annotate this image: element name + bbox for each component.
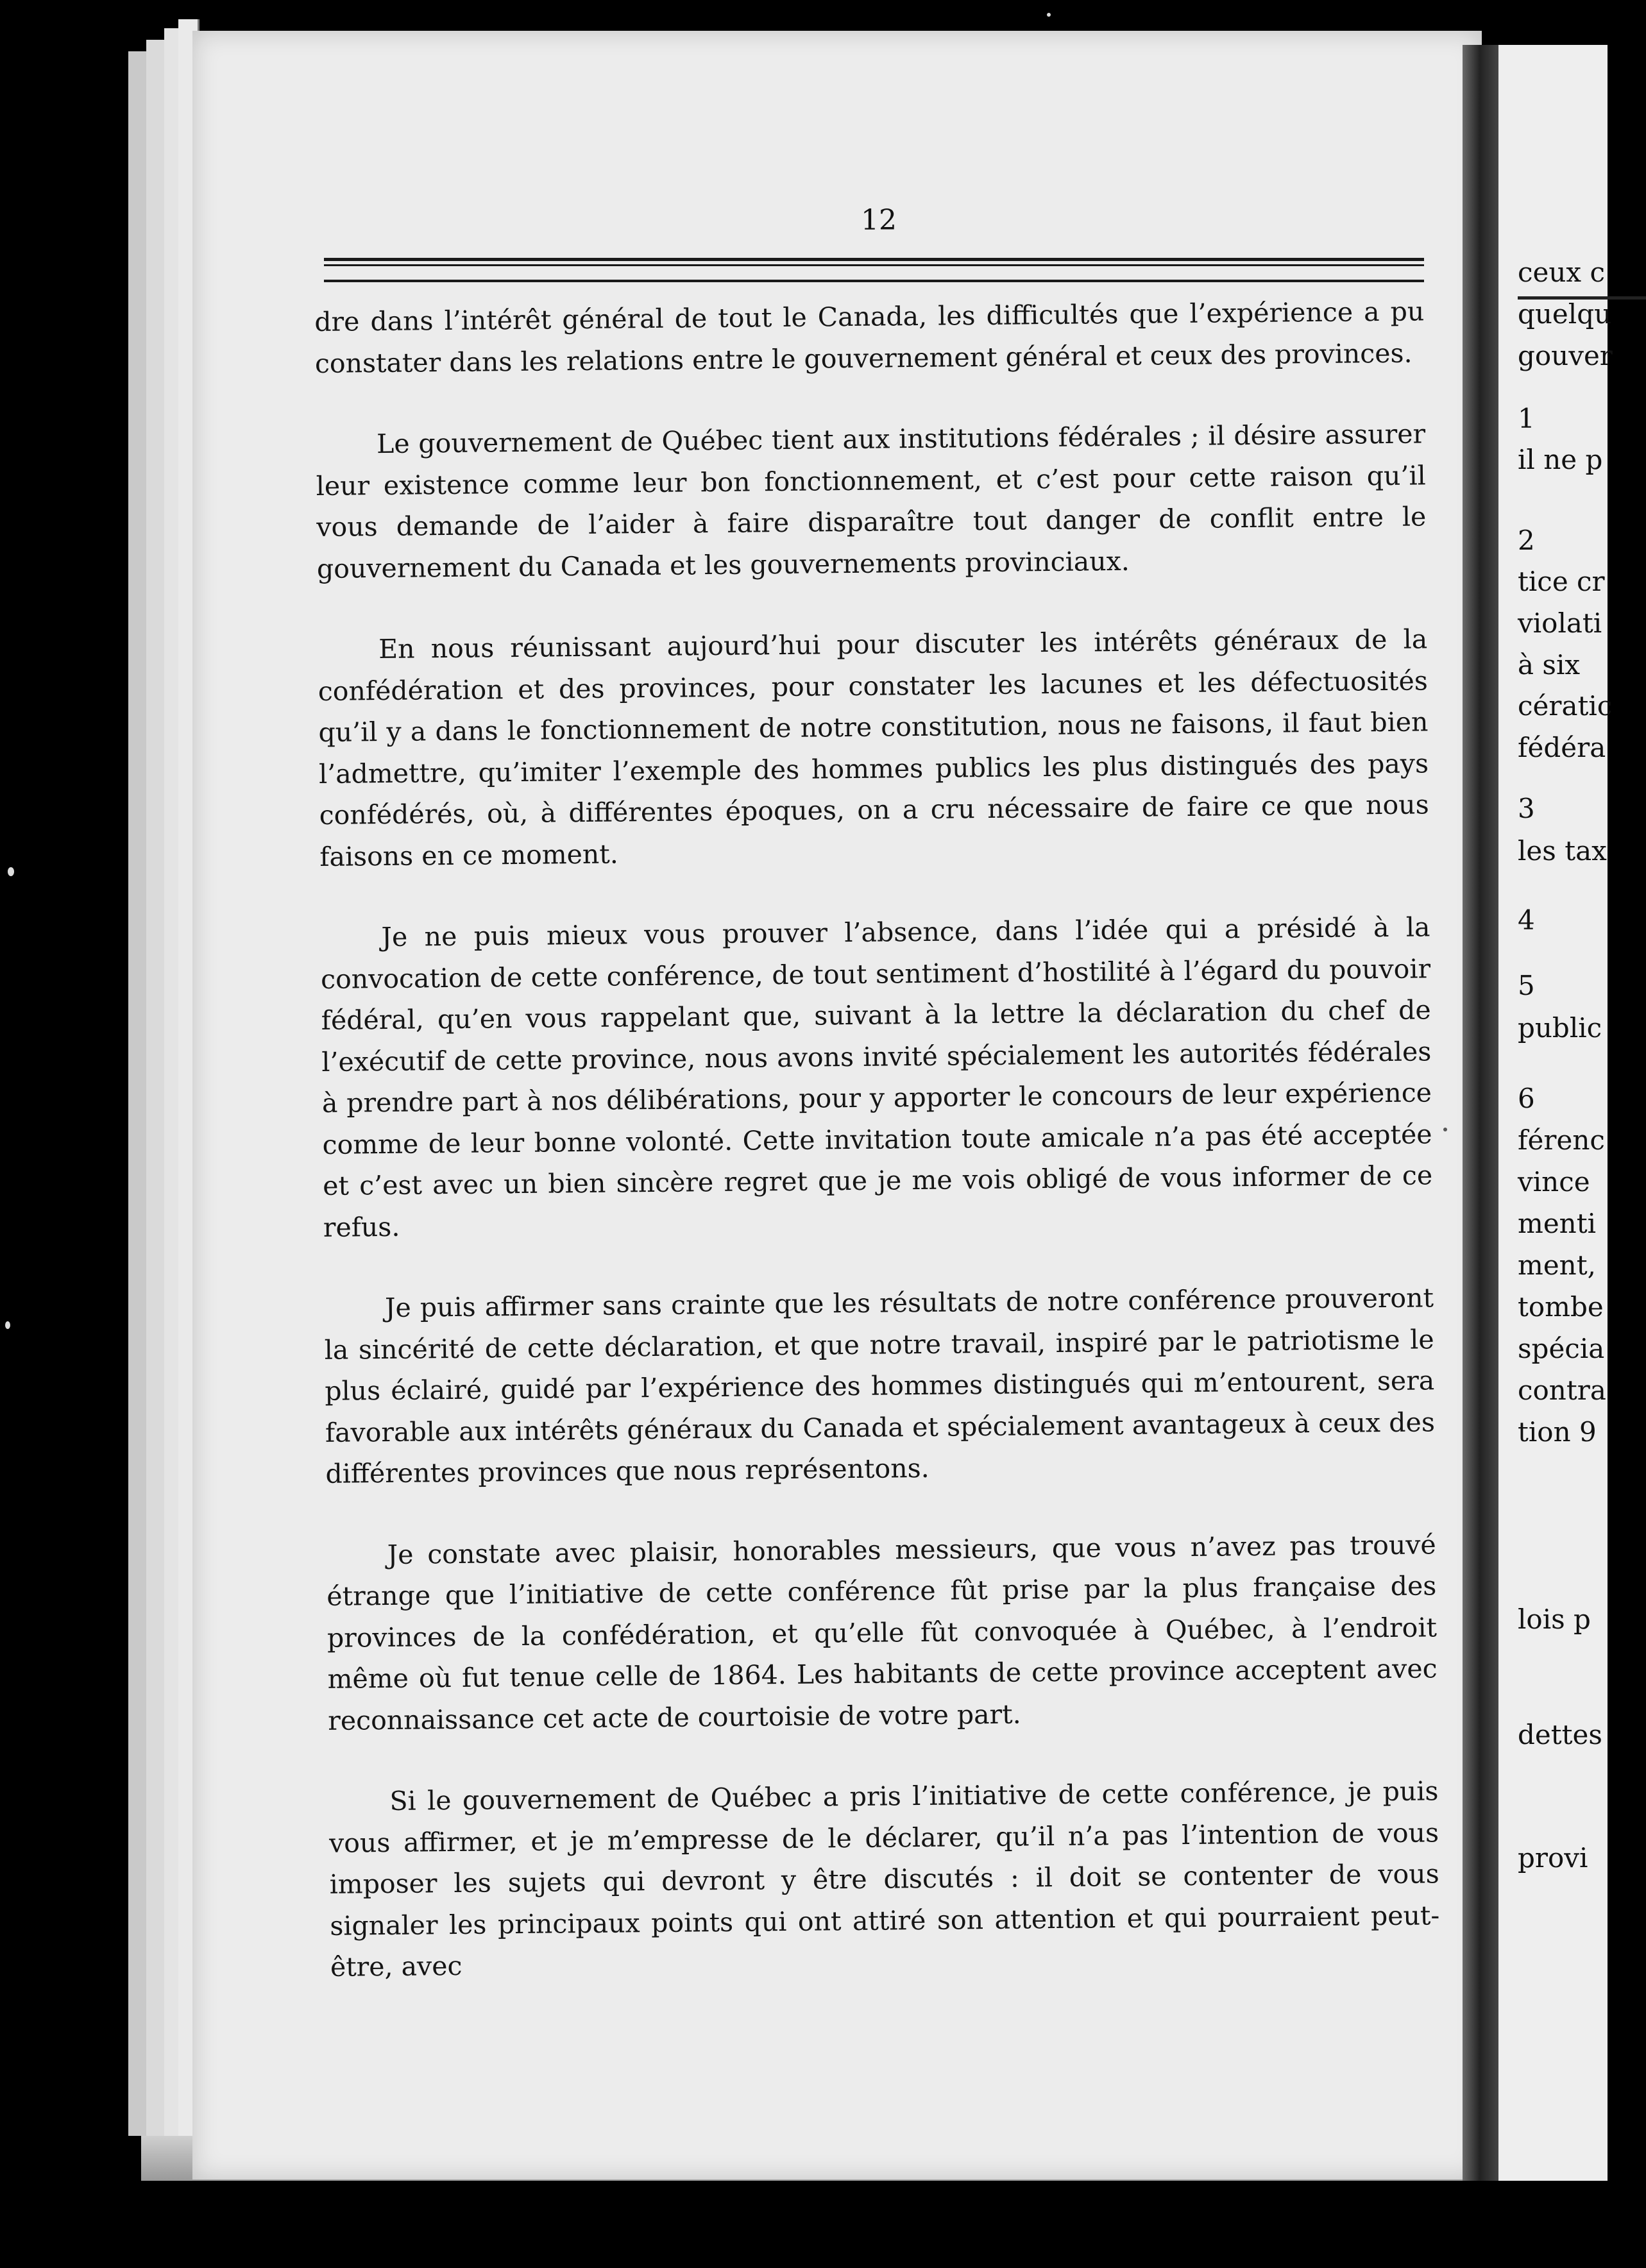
paragraph: En nous réunissant aujourd’hui pour discuter les intérêts généraux de la confédération et des provinces, pour constater les lacunes et les défectuosités qu’il y a dans le fonctionnement de notre constitution, nous ne faisons, il faut bien l’admettre, qu’imiter l’exemple des hommes publics les plus distingués des pays confédérés, où, à différentes époques, on a cru nécessaire de faire ce que nous faisons en ce moment. (318, 623, 1429, 872)
paragraph: Je puis affirmer sans crainte que les résultats de notre conférence prouveront la sincérité de cette déclaration, et que notre travail, inspiré par le patriotisme le plus éclairé, guidé par l’expérience des hommes distingués qui m’entourent, sera favorable aux intérêts généraux du Canada et spécialement avantageux à ceux des différentes provinces que nous représentons. (324, 1282, 1436, 1489)
right-page-text-fragment: quelqu (1518, 298, 1612, 330)
right-page-text-fragment: vince (1518, 1166, 1590, 1197)
page-number: 12 (861, 204, 897, 237)
right-page-text-fragment: férenc (1518, 1124, 1605, 1156)
right-page-text-fragment: à six (1518, 649, 1581, 681)
right-page-text-fragment: contra (1518, 1375, 1606, 1406)
header-rule (324, 280, 1424, 282)
header-rule (324, 258, 1424, 261)
right-page-text-fragment: 6 (1518, 1083, 1535, 1114)
right-page-text-fragment: gouver (1518, 340, 1613, 371)
scan-speck (5, 1321, 10, 1329)
body-text (314, 291, 1441, 2027)
header-rule (324, 264, 1424, 266)
right-page-text-fragment: tice cr (1518, 566, 1605, 597)
book-gutter (1463, 45, 1501, 2181)
right-page-text-fragment: provi (1518, 1842, 1588, 1874)
right-page-text-fragment: spécia (1518, 1333, 1605, 1364)
right-page-text-fragment: ment, (1518, 1249, 1596, 1281)
right-page-text-fragment: tombe (1518, 1291, 1604, 1323)
scan-speck (1047, 13, 1051, 17)
right-page-text-fragment: 3 (1518, 793, 1535, 824)
right-page-text-fragment: 1 (1518, 403, 1535, 434)
right-page-text-fragment: les tax (1518, 835, 1607, 867)
scan-speck (1443, 1128, 1447, 1131)
right-page-fragment (1498, 45, 1613, 2181)
right-page-text-fragment: cératic (1518, 690, 1613, 722)
right-page-text-fragment: il ne p (1518, 444, 1603, 475)
right-page-text-fragment: 4 (1518, 904, 1535, 936)
right-page-text-fragment: ceux c (1518, 257, 1605, 288)
right-page-text-fragment: tion 9 (1518, 1416, 1597, 1448)
right-page-text-fragment: public (1518, 1012, 1602, 1044)
paragraph: Je ne puis mieux vous prouver l’absence, dans l’idée qui a présidé à la convocation de cette conférence, de tout sentiment d’hostilité à l’égard du pouvoir fédéral, qu’en vous rappelant que, suivant à la lettre la déclaration du chef de l’exécutif de cette province, nous avons invité spécialement les autorités fédérales à prendre part à nos délibérations, pour y apporter le concours de leur expérience comme de leur bonne volonté. Cette invitation toute amicale n’a pas été acceptée et c’est avec un bien sincère regret que je me vois obligé de vous informer de ce refus. (320, 911, 1433, 1243)
right-page-text-fragment: dettes (1518, 1719, 1602, 1750)
paragraph: Si le gouvernement de Québec a pris l’initiative de cette conférence, je puis vous affirmer, et je m’empresse de le déclarer, qu’il n’a pas l’intention de vous imposer les sujets qui devront y être discutés : il doit se contenter de vous signaler les principaux points qui ont attiré son attention et qui pourraient peut-être, avec (328, 1775, 1440, 1983)
paragraph: Je constate avec plaisir, honorables messieurs, que vous n’avez pas trouvé étrange que l’initiative de cette conférence fût prise par la plus française des provinces de la confédération, et qu’elle fût convoquée à Québec, à l’endroit même où fut tenue celle de 1864. Les habitants de cette province acceptent avec reconnaissance cet acte de courtoisie de votre part. (327, 1528, 1438, 1736)
right-page-text-fragment: violati (1518, 607, 1602, 639)
right-page-text-fragment: 5 (1518, 970, 1535, 1001)
right-page-text-fragment: 2 (1518, 525, 1535, 556)
right-page-text-fragment: fédéra (1518, 732, 1606, 763)
right-page-text-fragment: lois p (1518, 1604, 1591, 1635)
scan-speck (8, 867, 14, 876)
right-page-text-fragment: menti (1518, 1208, 1597, 1239)
paragraph: dre dans l’intérêt général de tout le Canada, les difficultés que l’expérience a pu constater dans les relations entre le gouvernement général et ceux des provinces. (314, 296, 1425, 379)
paragraph: Le gouvernement de Québec tient aux institutions fédérales ; il désire assurer leur existence comme leur bon fonctionnement, et c’est pour cette raison qu’il vous demande de l’aider à faire disparaître tout danger de conflit entre le gouvernement du Canada et les gouvernements provinciaux. (316, 418, 1427, 584)
